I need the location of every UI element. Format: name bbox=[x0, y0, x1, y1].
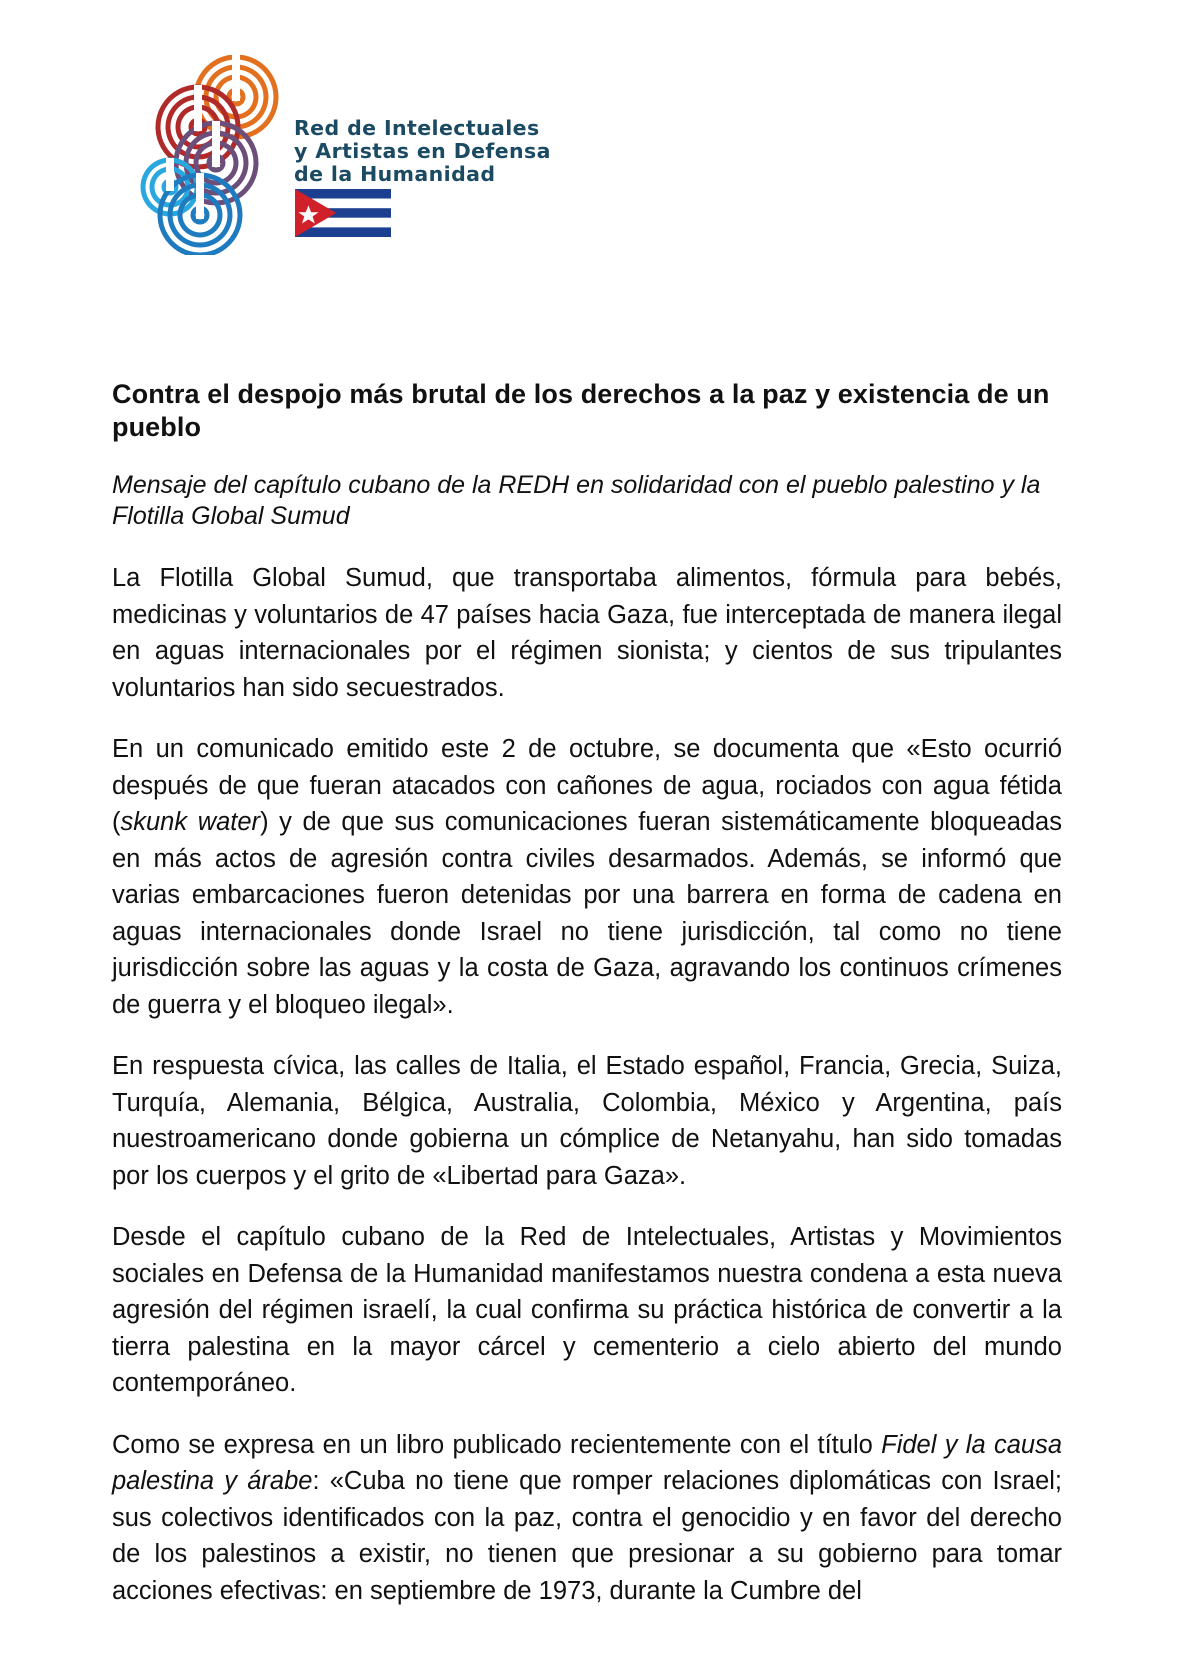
document-body bbox=[112, 378, 1062, 1609]
paragraph-4: Desde el capítulo cubano de la Red de Intelectuales, Artistas y Movimientos sociales en Defensa de la Humanidad manifestamos nuestra condena a esta nueva agresión del régimen israelí, la cual confirma su práctica histórica de convertir a la tierra palestina en la mayor cárcel y cementerio a cielo abierto del mundo contemporáneo. bbox=[112, 1223, 1062, 1397]
page-title: Contra el despojo más brutal de los derechos a la paz y existencia de un pueblo bbox=[112, 379, 1050, 442]
paragraph-5-book-title: Fidel y la causa palestina y árabe bbox=[112, 1430, 1062, 1495]
paragraph-2 bbox=[112, 731, 1062, 1023]
paragraph-5-part-a: Como se expresa en un libro publicado recientemente con el título bbox=[112, 1430, 882, 1459]
logo-line-2: y Artistas en Defensa bbox=[294, 139, 551, 163]
cuban-flag-icon bbox=[294, 189, 392, 237]
paragraph-2-italic-term: skunk water bbox=[120, 808, 261, 836]
logo-line-1: Red de Intelectuales bbox=[294, 116, 540, 140]
paragraph-5 bbox=[112, 1427, 1062, 1610]
page-subtitle: Mensaje del capítulo cubano de la REDH en solidaridad con el pueblo palestino y la Flotilla Global Sumud bbox=[112, 471, 1041, 530]
paragraph-2-part-b: ) y de que sus comunicaciones fueran sistemáticamente bloqueadas en más actos de agresión contra civiles desarmados. Además, se informó que varias embarcaciones fueron detenidas por una barrera en forma de cadena en aguas internacionales donde Israel no tiene jurisdicción, tal como no tiene jurisdicción sobre las aguas y la costa de Gaza, agravando los continuos crímenes de guerra y el bloqueo ilegal». bbox=[112, 808, 1062, 1019]
redh-logo bbox=[128, 55, 551, 255]
redh-spiral-mark bbox=[128, 55, 298, 255]
paragraph-2-part-a: En un comunicado emitido este 2 de octubre, se documenta que «Esto ocurrió después de que fueran atacados con cañones de agua, rociados con agua fétida ( bbox=[112, 735, 1062, 836]
paragraph-3: En respuesta cívica, las calles de Italia, el Estado español, Francia, Grecia, Suiza, Turquía, Alemania, Bélgica, Australia, Colombia, México y Argentina, país nuestroamericano donde gobierna un cómplice de Netanyahu, han sido tomadas por los cuerpos y el grito de «Libertad para Gaza». bbox=[112, 1052, 1062, 1190]
paragraph-1: La Flotilla Global Sumud, que transportaba alimentos, fórmula para bebés, medicinas y voluntarios de 47 países hacia Gaza, fue interceptada de manera ilegal en aguas internacionales por el régimen sionista; y cientos de sus tripulantes voluntarios han sido secuestrados. bbox=[112, 564, 1062, 702]
paragraph-5-part-b: : «Cuba no tiene que romper relaciones diplomáticas con Israel; sus colectivos identificados con la paz, contra el genocidio y en favor del derecho de los palestinos a existir, no tienen que presionar a su gobierno para tomar acciones efectivas: en septiembre de 1973, durante la Cumbre del bbox=[112, 1467, 1062, 1605]
logo-line-3: de la Humanidad bbox=[294, 162, 496, 186]
redh-wordmark bbox=[294, 117, 564, 186]
